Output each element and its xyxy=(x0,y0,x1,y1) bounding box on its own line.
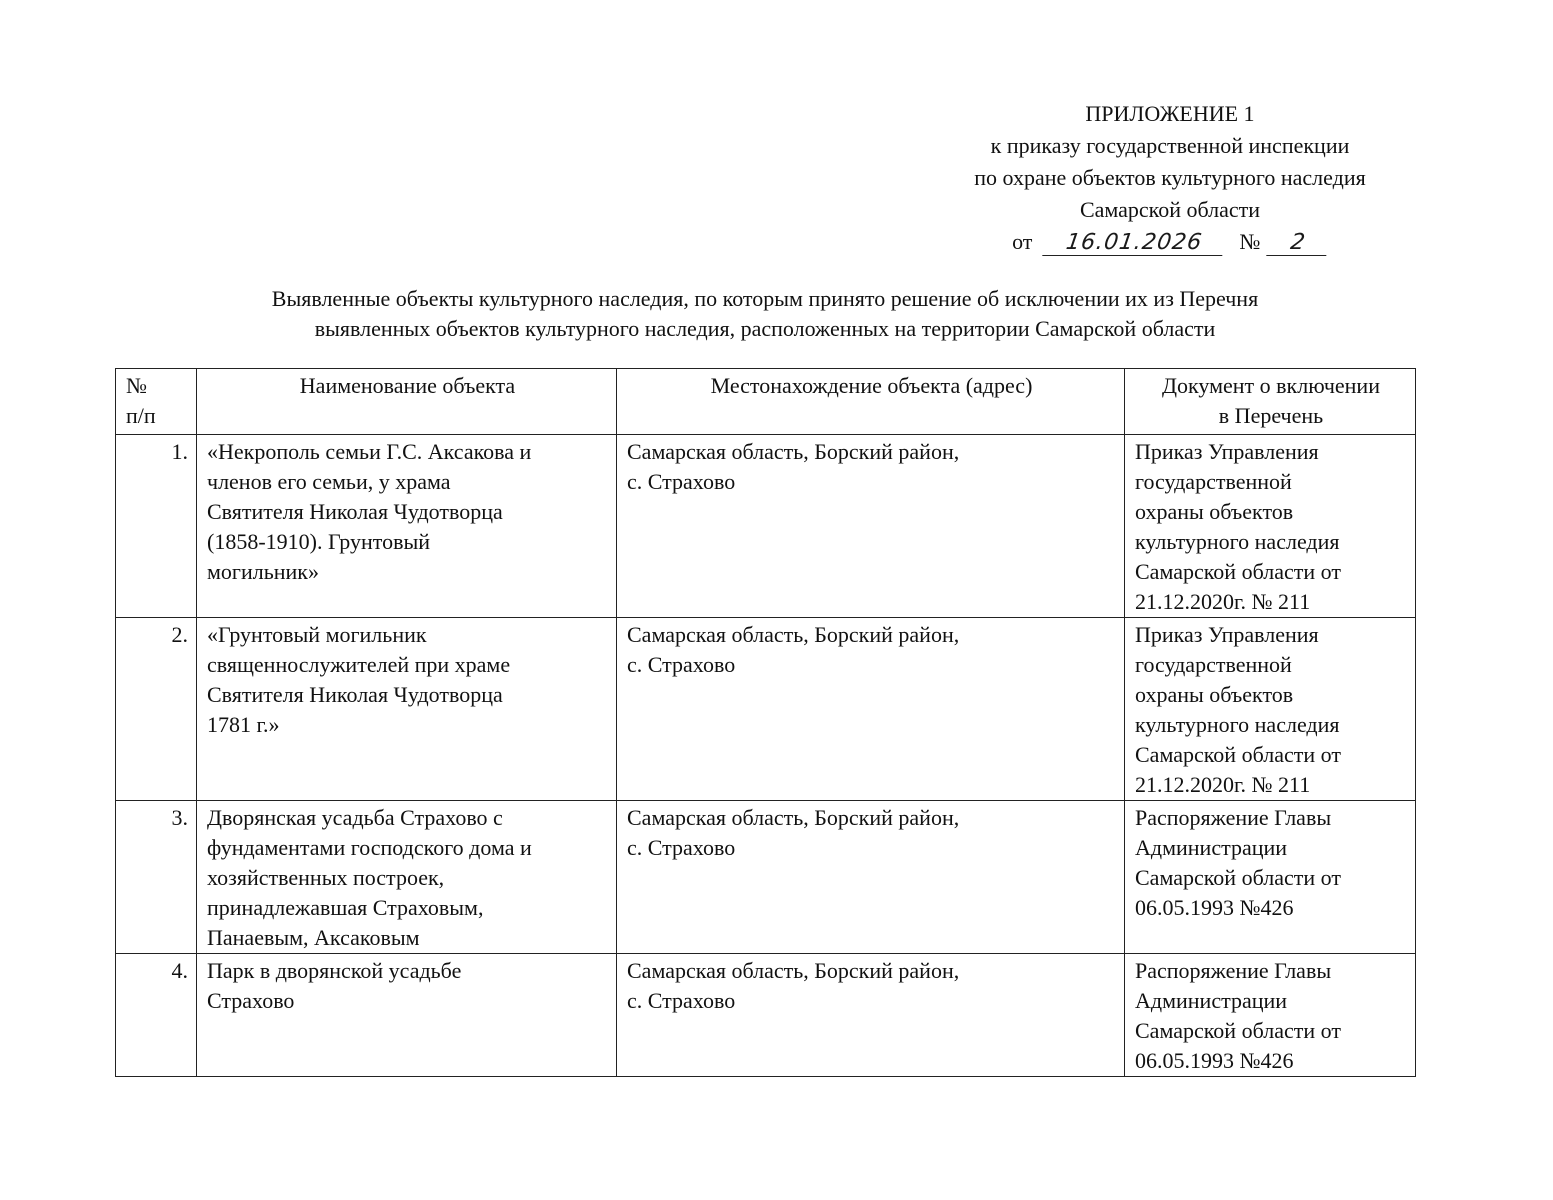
row-document: Приказ Управления государственной охраны объектов культурного наследия Самарской области от 21.12.2020г. № 211 xyxy=(1125,435,1416,618)
row-number: 3. xyxy=(116,801,197,954)
row-object-name: Парк в дворянской усадьбе Страхово xyxy=(197,954,617,1077)
date-prefix: от xyxy=(1012,229,1033,254)
row-number: 1. xyxy=(116,435,197,618)
row-object-name: «Грунтовый могильник священнослужителей при храме Святителя Николая Чудотворца 1781 г.» xyxy=(197,618,617,801)
header-document: Документ о включении в Перечень xyxy=(1125,369,1416,435)
row-location: Самарская область, Борский район, с. Страхово xyxy=(617,801,1125,954)
objects-table xyxy=(115,368,1416,1077)
appendix-block xyxy=(890,98,1450,258)
order-date-line xyxy=(890,226,1450,258)
handwritten-date: 16.01.2026 xyxy=(1042,231,1226,256)
row-location: Самарская область, Борский район, с. Страхово xyxy=(617,435,1125,618)
heading-line-1: Выявленные объекты культурного наследия, по которым принято решение об исключении их из Перечня xyxy=(271,286,1259,311)
table-header-row xyxy=(116,369,1416,435)
number-prefix: № xyxy=(1239,229,1261,254)
document-heading xyxy=(100,284,1430,344)
row-document: Распоряжение Главы Администрации Самарской области от 06.05.1993 №426 xyxy=(1125,954,1416,1077)
table-row xyxy=(116,618,1416,801)
appendix-subtitle-line-3: Самарской области xyxy=(1079,197,1261,222)
appendix-subtitle-line-2: по охране объектов культурного наследия xyxy=(974,165,1366,190)
header-location: Местонахождение объекта (адрес) xyxy=(617,369,1125,435)
header-number: № п/п xyxy=(116,369,197,435)
row-object-name: «Некрополь семьи Г.С. Аксакова и членов его семьи, у храма Святителя Николая Чудотворца (1858-1910). Грунтовый могильник» xyxy=(197,435,617,618)
table-row xyxy=(116,954,1416,1077)
heading-line-2: выявленных объектов культурного наследия, расположенных на территории Самарской области xyxy=(314,316,1216,341)
header-name: Наименование объекта xyxy=(197,369,617,435)
row-number: 4. xyxy=(116,954,197,1077)
row-location: Самарская область, Борский район, с. Страхово xyxy=(617,954,1125,1077)
row-object-name: Дворянская усадьба Страхово с фундаментами господского дома и хозяйственных построек, принадлежавшая Страховым, Панаевым, Аксаковым xyxy=(197,801,617,954)
table-row xyxy=(116,801,1416,954)
table-row xyxy=(116,435,1416,618)
appendix-title: ПРИЛОЖЕНИЕ 1 xyxy=(1085,101,1255,126)
appendix-subtitle-line-1: к приказу государственной инспекции xyxy=(990,133,1350,158)
handwritten-number: 2 xyxy=(1266,231,1330,256)
row-document: Распоряжение Главы Администрации Самарской области от 06.05.1993 №426 xyxy=(1125,801,1416,954)
row-number: 2. xyxy=(116,618,197,801)
row-document: Приказ Управления государственной охраны объектов культурного наследия Самарской области от 21.12.2020г. № 211 xyxy=(1125,618,1416,801)
row-location: Самарская область, Борский район, с. Страхово xyxy=(617,618,1125,801)
